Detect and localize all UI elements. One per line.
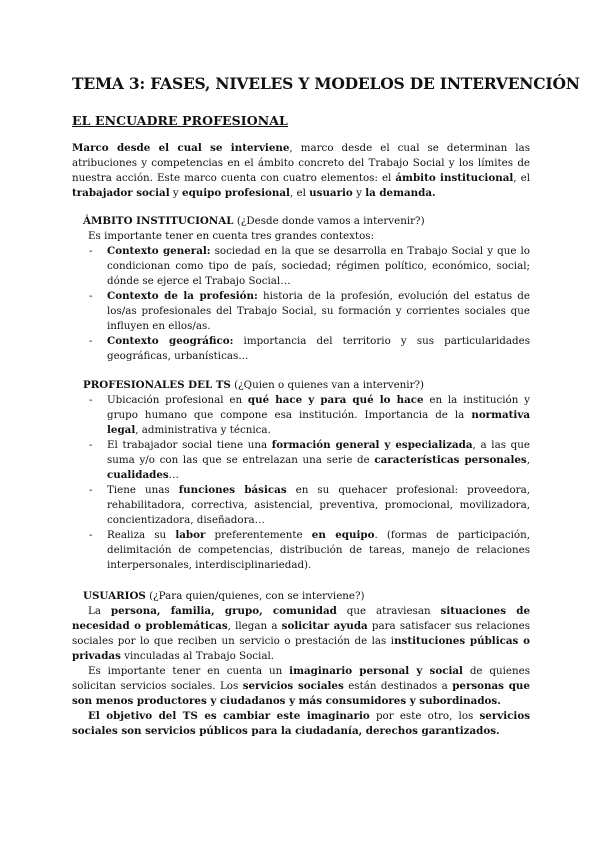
usuarios-paragraph-1: La persona, familia, grupo, comunidad que atraviesan situaciones de necesidad o problemáticas, llegan a solicitar ayuda para satisfacer sus relaciones sociales por lo que reciben un servicio o prestación de las instituciones públicas o privadas vinculadas al Trabajo Social. xyxy=(72,605,531,662)
intro-paragraph: Marco desde el cual se interviene, marco desde el cual se determinan las atribuciones y competencias en el ámbito concreto del Trabajo Social y los límites de nuestra acción. Este marco cuenta con cuatro elementos: el ámbito institucional, el trabajador social y equipo profesional, el usuario y la demanda. xyxy=(72,142,530,199)
list-item: - Tiene unas funciones básicas en su quehacer profesional: proveedora, rehabilitadora, correctiva, asistencial, preventiva, promocional, movilizadora, concientizadora, diseñadora… xyxy=(107,483,530,528)
page-title: TEMA 3: FASES, NIVELES Y MODELOS DE INTERVENCIÓN xyxy=(72,74,580,93)
list-item: - Realiza su labor preferentemente en equipo. (formas de participación, delimitación de competencias, distribución de tareas, manejo de relaciones interpersonales, interdisciplinariedad). xyxy=(107,528,530,573)
ambito-section xyxy=(83,214,530,229)
ambito-list xyxy=(72,244,530,364)
ambito-lead: Es importante tener en cuenta tres grandes contextos: xyxy=(88,230,375,242)
list-item: - Contexto de la profesión: historia de la profesión, evolución del estatus de los/as profesionales del Trabajo Social, su formación y corrientes sociales que influyen en ellos/as. xyxy=(107,289,530,334)
list-item: - El trabajador social tiene una formación general y especializada, a las que suma y/o con las que se entrelazan una serie de características personales, cualidades… xyxy=(107,438,530,483)
profesionales-section xyxy=(83,378,530,393)
usuarios-paragraph-3: El objetivo del TS es cambiar este imaginario por este otro, los servicios sociales son servicios públicos para la ciudadanía, derechos garantizados. xyxy=(72,710,530,737)
usuarios-section xyxy=(83,589,530,604)
profesionales-list xyxy=(72,393,530,573)
profesionales-heading: PROFESIONALES DEL TS (¿Quien o quienes van a intervenir?) xyxy=(83,379,425,391)
document-body xyxy=(72,141,530,739)
usuarios-paragraph-2: Es importante tener en cuenta un imaginario personal y social de quienes solicitan servicios sociales. Los servicios sociales están destinados a personas que son menos productores y ciudadanos y más consumidores y subordinados. xyxy=(72,665,530,707)
section-title: EL ENCUADRE PROFESIONAL xyxy=(72,113,288,128)
list-item: - Ubicación profesional en qué hace y para qué lo hace en la institución y grupo humano que compone esa institución. Importancia de la normativa legal, administrativa y técnica. xyxy=(107,393,530,438)
usuarios-heading: USUARIOS (¿Para quien/quienes, con se interviene?) xyxy=(83,590,365,602)
ambito-heading: ÁMBITO INSTITUCIONAL (¿Desde donde vamos a intervenir?) xyxy=(83,215,425,227)
list-item: - Contexto general: sociedad en la que se desarrolla en Trabajo Social y que lo condicionan como tipo de país, sociedad; régimen político, económico, social; dónde se ejerce el Trabajo Social… xyxy=(107,244,530,289)
list-item: - Contexto geográfico: importancia del territorio y sus particularidades geográficas, urbanísticas… xyxy=(107,334,530,364)
